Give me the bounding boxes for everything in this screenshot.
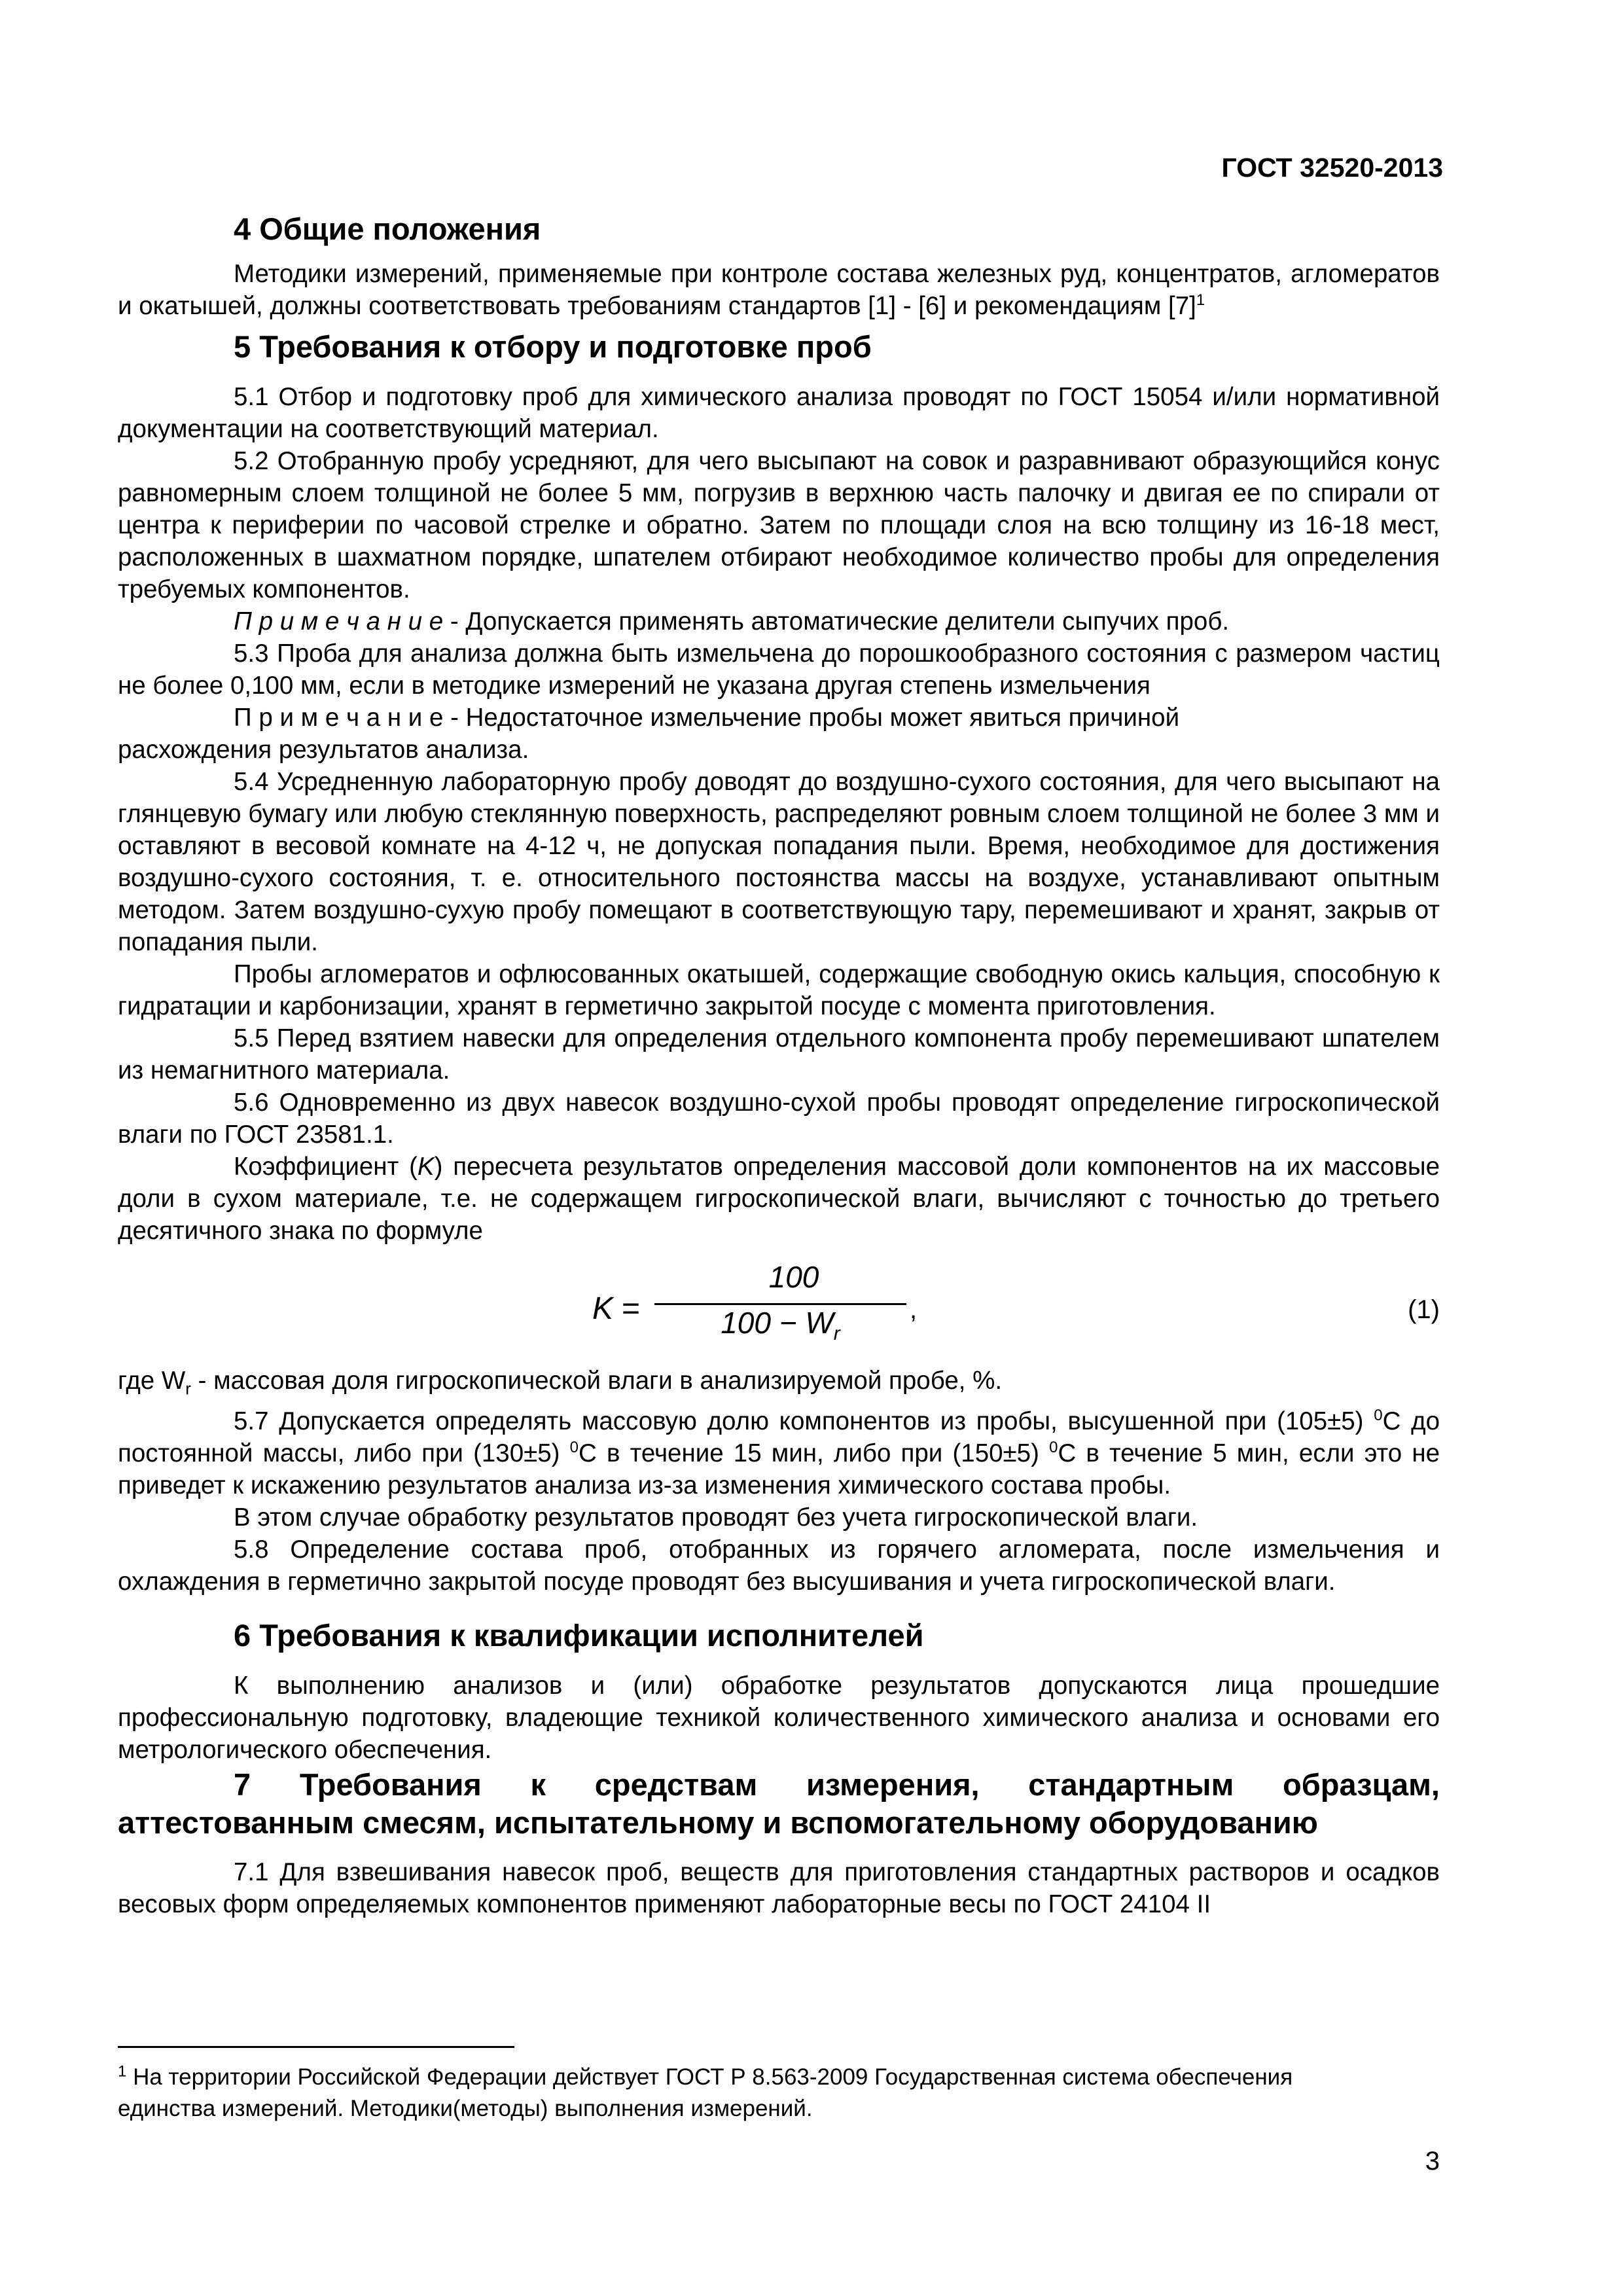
formula-equals: = xyxy=(622,1291,641,1326)
fraction-bar xyxy=(654,1303,906,1305)
page-content xyxy=(118,209,1440,1920)
note-1: П р и м е ч а н и е - Допускается применять автоматические делители сыпучих проб. xyxy=(234,607,1230,636)
section-4-heading: 4 Общие положения xyxy=(234,211,541,246)
formula-where: где $W_r$ - массовая доля гигроскопической влаги в анализируемой пробе, %. xyxy=(118,1367,1003,1399)
footnote-separator xyxy=(118,2046,514,2048)
section-6-heading: 6 Требования к квалификации исполнителей xyxy=(234,1617,924,1653)
note-2-continuation: расхождения результатов анализа. xyxy=(118,736,529,764)
note-2: П р и м е ч а н и е - Недостаточное измельчение пробы может явиться причиной xyxy=(234,704,1180,732)
section-7-heading: 7 Требования к средствам измерения, стандартным образцам, аттестованным смесям, испытательному и вспомогательному оборудованию xyxy=(118,1767,1440,1840)
paragraph-5-3: 5.3 Проба для анализа должна быть измельчена до порошкообразного состояния с размером частиц не более 0,100 мм, если в методике измерений не указана другая степень измельчения xyxy=(118,639,1440,700)
note-label: П р и м е ч а н и е xyxy=(234,607,444,636)
paragraph-5-1: 5.1 Отбор и подготовку проб для химического анализа проводят по ГОСТ 15054 и/или нормативной документации на соответствующий материал. xyxy=(118,383,1440,443)
footnote-mark: 1 xyxy=(118,2062,127,2081)
section-4-paragraph: Методики измерений, применяемые при контроле состава железных руд, концентратов, агломератов и окатышей, должны соответствовать требованиям стандартов [1] - [6] и рекомендациям $[7]^1$ xyxy=(118,260,1440,320)
coefficient-paragraph: Коэффициент (K) пересчета результатов определения массовой доли компонентов на их массовые доли в сухом материале, т.е. не содержащем гигроскопической влаги, вычисляют с точностью до третьего десятичного знака по формуле xyxy=(118,1153,1440,1245)
paragraph-5-7: 5.7 Допускается определять массовую долю компонентов из пробы, высушенной при (105±5) $^0$С до постоянной массы, либо при (130±5) $^0$С в течение 15 мин, либо при (150±5) $^0$С в течение 5 мин, если это не приведет к искажению результатов анализа из-за изменения химического состава пробы. xyxy=(118,1406,1440,1499)
paragraph-5-6: 5.6 Одновременно из двух навесок воздушно-сухой пробы проводят определение гигроскопической влаги по ГОСТ 23581.1. xyxy=(118,1088,1440,1149)
paragraph-7-1: 7.1 Для взвешивания навесок проб, веществ для приготовления стандартных растворов и осадков весовых форм определяемых компонентов применяют лабораторные весы по ГОСТ 24104 II xyxy=(118,1857,1440,1918)
formula-1 xyxy=(118,1260,1440,1358)
section-5-heading: 5 Требования к отбору и подготовке проб xyxy=(234,329,872,364)
paragraph-5-8: 5.8 Определение состава проб, отобранных из горячего агломерата, после измельчения и охлаждения в герметично закрытой посуде проводят без высушивания и учета гигроскопической влаги. xyxy=(118,1535,1440,1596)
formula-lhs: K xyxy=(592,1291,614,1326)
section-6-paragraph: К выполнению анализов и (или) обработке результатов допускаются лица прошедшие профессиональную подготовку, владеющие техникой количественного химического анализа и основами его метрологического обеспечения. xyxy=(118,1671,1440,1764)
paragraph-5-7-continuation: В этом случае обработку результатов проводят без учета гигроскопической влаги. xyxy=(234,1503,1198,1532)
page-number: 3 xyxy=(1425,2147,1440,2176)
document-code-header: ГОСТ 32520-2013 xyxy=(1221,152,1443,183)
paragraph-5-2: 5.2 Отобранную пробу усредняют, для чего высыпают на совок и разравнивают образующийся конус равномерным слоем толщиной не более 5 мм, погрузив в верхнюю часть палочку и двигая ее по спирали от центра к периферии по часовой стрелке и обратно. Затем по площади слоя на всю толщину из 16-18 мест, расположенных в шахматном порядке, шпателем отбирают необходимое количество пробы для определения требуемых компонентов. xyxy=(118,447,1440,603)
footnote: $^1$ На территории Российской Федерации действует ГОСТ Р 8.563-2009 Государственная система обеспечения единства измерений. Методики(методы) выполнения измерений. xyxy=(118,2062,1293,2121)
formula-denominator: $100 - W_r$ xyxy=(721,1306,840,1345)
footnote-ref: 1 xyxy=(1196,291,1205,310)
paragraph-5-4: 5.4 Усредненную лабораторную пробу доводят до воздушно-сухого состояния, для чего высыпают на глянцевую бумагу или любую стеклянную поверхность, распределяют ровным слоем толщиной не более 3 мм и оставляют в весовой комнате на 4-12 ч, не допуская попадания пыли. Время, необходимое для достижения воздушно-сухого состояния, т. е. относительного постоянства массы на воздухе, устанавливают опытным методом. Затем воздушно-сухую пробу помещают в соответствующую тару, перемешивают и хранят, закрыв от попадания пыли. xyxy=(118,768,1440,956)
formula-comma: , xyxy=(910,1295,918,1324)
formula-number: (1) xyxy=(1408,1295,1440,1324)
paragraph-5-5: 5.5 Перед взятием навески для определения отдельного компонента пробу перемешивают шпателем из немагнитного материала. xyxy=(118,1024,1440,1085)
paragraph-5-4-sinter: Пробы агломератов и офлюсованных окатышей, содержащие свободную окись кальция, способную к гидратации и карбонизации, хранят в герметично закрытой посуде с момента приготовления. xyxy=(118,960,1440,1020)
formula-numerator: 100 xyxy=(768,1260,819,1294)
